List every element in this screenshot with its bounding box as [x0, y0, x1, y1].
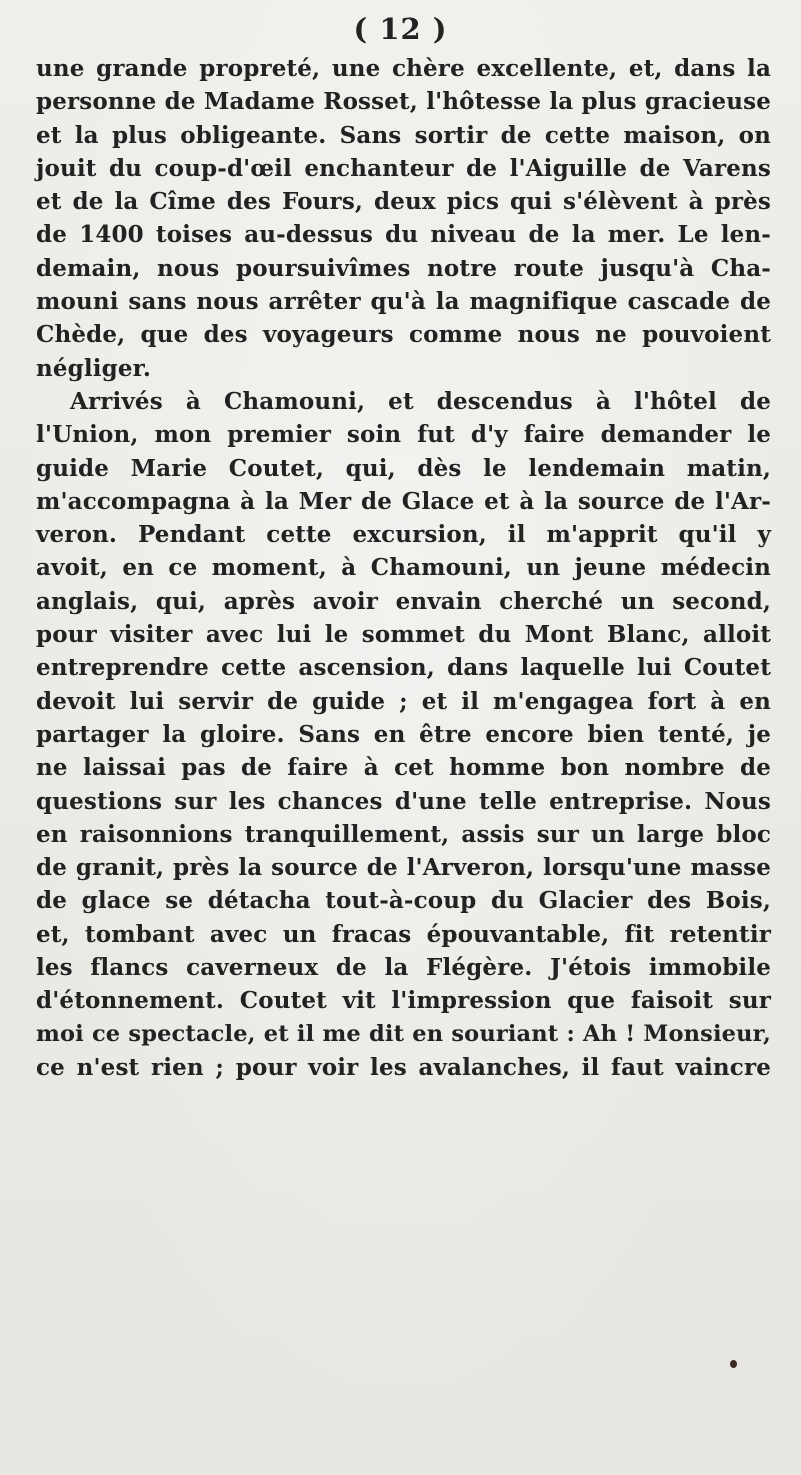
text-line: partager la gloire. Sans en être encore bien tenté, je	[36, 720, 771, 748]
text-line: les flancs caverneux de la Flégère. J'étois immobile	[36, 954, 771, 982]
text-line: de 1400 toises au-dessus du niveau de la mer. Le len-	[36, 221, 771, 249]
text-line: mouni sans nous arrêter qu'à la magnifique cascade de	[36, 288, 771, 316]
text-line: entreprendre cette ascension, dans laquelle lui Coutet	[36, 654, 771, 682]
text-line: anglais, qui, après avoir envain cherché un second,	[36, 587, 771, 615]
text-line: d'étonnement. Coutet vit l'impression que faisoit sur	[36, 987, 771, 1015]
text-line: ne laissai pas de faire à cet homme bon nombre de	[36, 754, 771, 782]
page-number: ( 12 )	[353, 12, 448, 46]
text-line: questions sur les chances d'une telle entreprise. Nous	[36, 787, 771, 815]
text-line: et la plus obligeante. Sans sortir de cette maison, on	[36, 121, 771, 149]
text-line: et, tombant avec un fracas épouvantable, fit retentir	[36, 920, 771, 948]
text-line: et de la Cîme des Fours, deux pics qui s'élèvent à près	[36, 188, 771, 216]
text-line: Chède, que des voyageurs comme nous ne pouvoient	[36, 321, 771, 349]
text-line: une grande propreté, une chère excellente, et, dans la	[36, 55, 771, 82]
text-line: avoit, en ce moment, à Chamouni, un jeune médecin	[36, 554, 771, 582]
text-line: veron. Pendant cette excursion, il m'apprit qu'il y	[36, 521, 771, 549]
text-line: en raisonnions tranquillement, assis sur un large bloc	[36, 820, 771, 848]
text-line: de glace se détacha tout-à-coup du Glacier des Bois,	[36, 887, 771, 915]
body-text	[36, 52, 771, 1084]
text-line: l'Union, mon premier soin fut d'y faire demander le	[36, 421, 771, 449]
text-line: personne de Madame Rosset, l'hôtesse la plus gracieuse	[36, 88, 771, 116]
text-line: pour visiter avec lui le sommet du Mont Blanc, alloit	[36, 621, 771, 649]
text-line: ce n'est rien ; pour voir les avalanches, il faut vaincre	[36, 1053, 771, 1081]
text-line: devoit lui servir de guide ; et il m'engagea fort à en	[36, 687, 771, 715]
text-line: demain, nous poursuivîmes notre route jusqu'à Cha-	[36, 254, 771, 282]
text-line: guide Marie Coutet, qui, dès le lendemain matin,	[36, 454, 771, 482]
text-line: moi ce spectacle, et il me dit en souriant : Ah ! Monsieur,	[36, 1020, 771, 1047]
text-line: jouit du coup-d'œil enchanteur de l'Aiguille de Varens	[36, 154, 771, 182]
paragraph-start-line: Arrivés à Chamouni, et descendus à l'hôtel de	[70, 387, 771, 415]
text-line: de granit, près la source de l'Arveron, lorsqu'une masse	[36, 854, 771, 882]
ink-spot	[730, 1360, 737, 1368]
paragraph-end-line: négliger.	[36, 354, 151, 382]
text-line: m'accompagna à la Mer de Glace et à la source de l'Ar-	[36, 487, 771, 515]
